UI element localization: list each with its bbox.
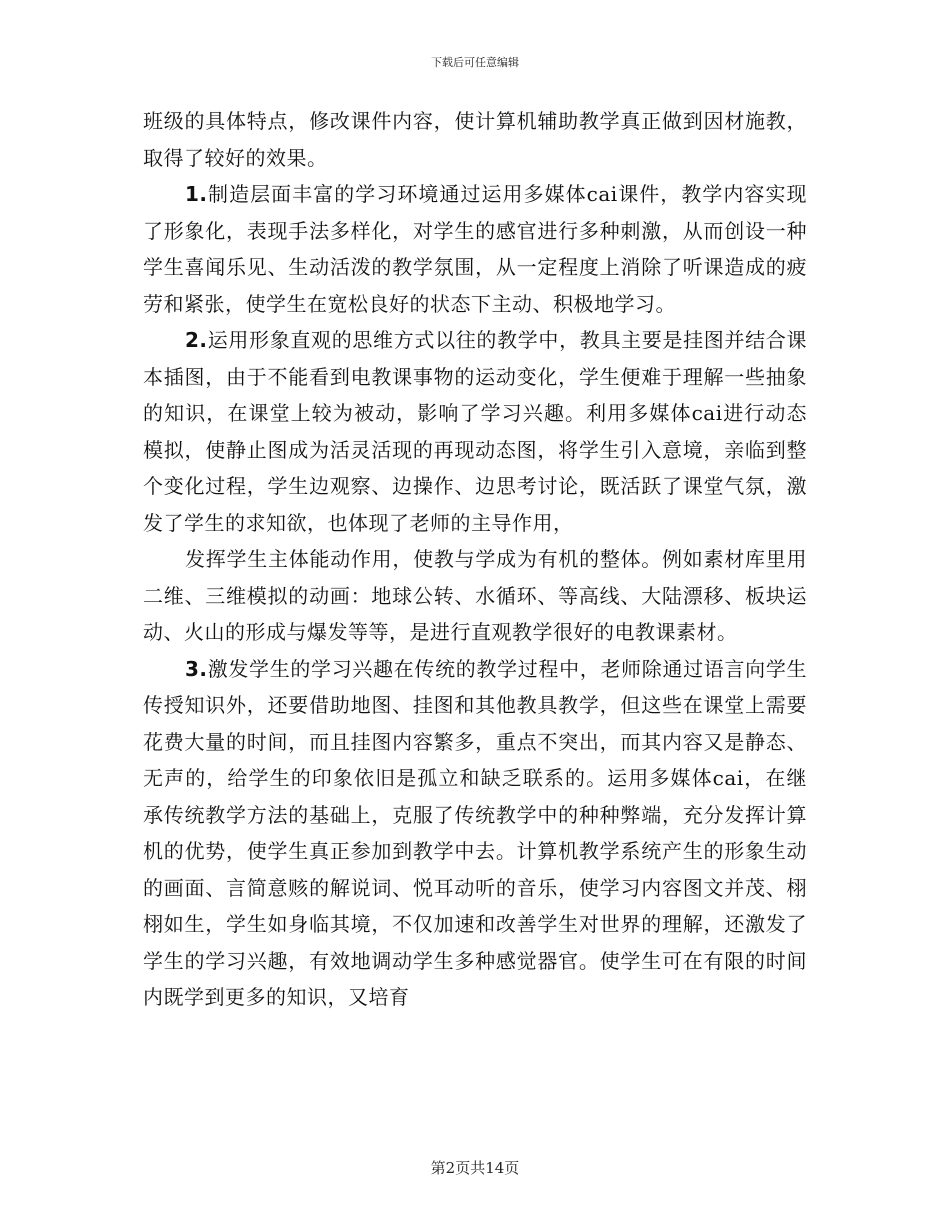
paragraph-continuation: 班级的具体特点，修改课件内容，使计算机辅助教学真正做到因材施教，取得了较好的效果。 bbox=[143, 109, 807, 170]
paragraph-text: 制造层面丰富的学习环境通过运用多媒体cai课件，教学内容实现了形象化，表现手法多样化，对学生的感官进行多种刺激，从而创设一种学生喜闻乐见、生动活泼的教学氛围，从一定程度上消除了听课造成的疲劳和紧张，使学生在宽松良好的状态下主动、积极地学习。 bbox=[143, 182, 807, 316]
paragraph-text: 激发学生的学习兴趣在传统的教学过程中，老师除通过语言向学生传授知识外，还要借助地图、挂图和其他教具教学，但这些在课堂上需要花费大量的时间，而且挂图内容繁多，重点不突出，而其内容又是静态、无声的，给学生的印象依旧是孤立和缺乏联系的。运用多媒体cai，在继承传统教学方法的基础上，克服了传统教学中的种种弊端，充分发挥计算机的优势，使学生真正参加到教学中去。计算机教学系统产生的形象生动的画面、言简意赅的解说词、悦耳动听的音乐，使学习内容图文并茂、栩栩如生，学生如身临其境，不仅加速和改善学生对世界的理解，还激发了学生的学习兴趣，有效地调动学生多种感觉器官。使学生可在有限的时间内既学到更多的知识，又培育 bbox=[143, 656, 807, 1009]
paragraph-item-2-continued: 发挥学生主体能动作用，使教与学成为有机的整体。例如素材库里用二维、三维模拟的动画：地球公转、水循环、等高线、大陆漂移、板块运动、火山的形成与爆发等等，是进行直观教学很好的电教课素材。 bbox=[143, 547, 807, 644]
paragraph-item-3 bbox=[143, 651, 807, 1016]
page-footer: 第2页共14页 bbox=[430, 1159, 520, 1177]
paragraph-item-2 bbox=[143, 322, 807, 541]
paragraph-text: 运用形象直观的思维方式以往的教学中，教具主要是挂图并结合课本插图，由于不能看到电教课事物的运动变化，学生便难于理解一些抽象的知识，在课堂上较为被动，影响了学习兴趣。利用多媒体cai进行动态模拟，使静止图成为活灵活现的再现动态图，将学生引入意境，亲临到整个变化过程，学生边观察、边操作、边思考讨论，既活跃了课堂气氛，激发了学生的求知欲，也体现了老师的主导作用， bbox=[143, 328, 807, 535]
document-body bbox=[143, 103, 807, 1016]
paragraph-item-1 bbox=[143, 176, 807, 322]
page-header: 下载后可任意编辑 bbox=[431, 56, 519, 69]
item-number: 2. bbox=[185, 328, 208, 352]
item-number: 1. bbox=[185, 182, 208, 206]
item-number: 3. bbox=[185, 656, 208, 681]
